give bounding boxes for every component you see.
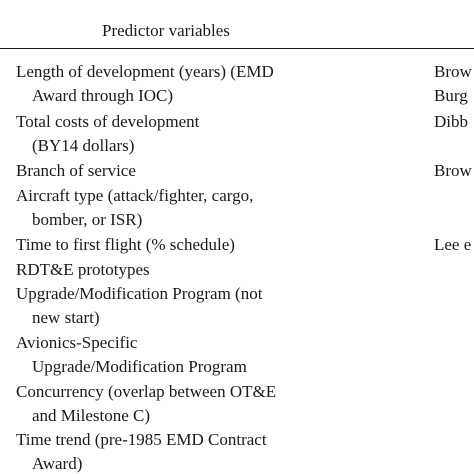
predictor-line: Time trend (pre-1985 EMD Contract	[16, 430, 267, 449]
predictor-cell	[16, 331, 316, 379]
predictor-line: Award through IOC)	[32, 86, 174, 105]
source-line: Brow	[434, 62, 472, 81]
predictor-line: Aircraft type (attack/fighter, cargo,	[16, 186, 254, 205]
source-line: Lee e	[434, 235, 472, 254]
source-line: Burg	[434, 86, 468, 105]
predictor-line: Upgrade/Modification Program	[32, 357, 247, 376]
predictor-line: new start)	[32, 308, 100, 327]
predictor-line: bomber, or ISR)	[32, 210, 143, 229]
source-cell	[434, 60, 472, 108]
predictor-cell	[16, 110, 316, 158]
source-cell	[434, 159, 472, 183]
header-rule	[0, 48, 474, 49]
predictor-line: Total costs of development	[16, 112, 200, 131]
predictor-cell	[16, 380, 316, 428]
predictor-cell	[16, 258, 316, 282]
predictor-line: Award)	[32, 454, 83, 473]
predictor-cell	[16, 282, 316, 330]
predictor-cell	[16, 428, 316, 474]
predictor-line: Length of development (years) (EMD	[16, 62, 274, 81]
source-cell	[434, 110, 468, 134]
predictor-line: Branch of service	[16, 161, 136, 180]
table-body	[0, 60, 474, 474]
predictor-line: Concurrency (overlap between OT&E	[16, 382, 277, 401]
source-line: Brow	[434, 161, 472, 180]
source-cell	[434, 233, 471, 257]
predictor-line: (BY14 dollars)	[32, 136, 135, 155]
column-header-predictor-variables: Predictor variables	[102, 21, 230, 40]
predictor-line: Upgrade/Modification Program (not	[16, 284, 263, 303]
predictor-line: and Milestone C)	[32, 406, 151, 425]
predictor-cell	[16, 184, 316, 232]
predictor-cell	[16, 60, 316, 108]
predictor-line: Avionics-Specific	[16, 333, 138, 352]
predictor-line: Time to first flight (% schedule)	[16, 235, 235, 254]
predictor-cell	[16, 233, 316, 257]
source-line: Dibb	[434, 112, 468, 131]
predictor-line: RDT&E prototypes	[16, 260, 150, 279]
predictor-cell	[16, 159, 316, 183]
